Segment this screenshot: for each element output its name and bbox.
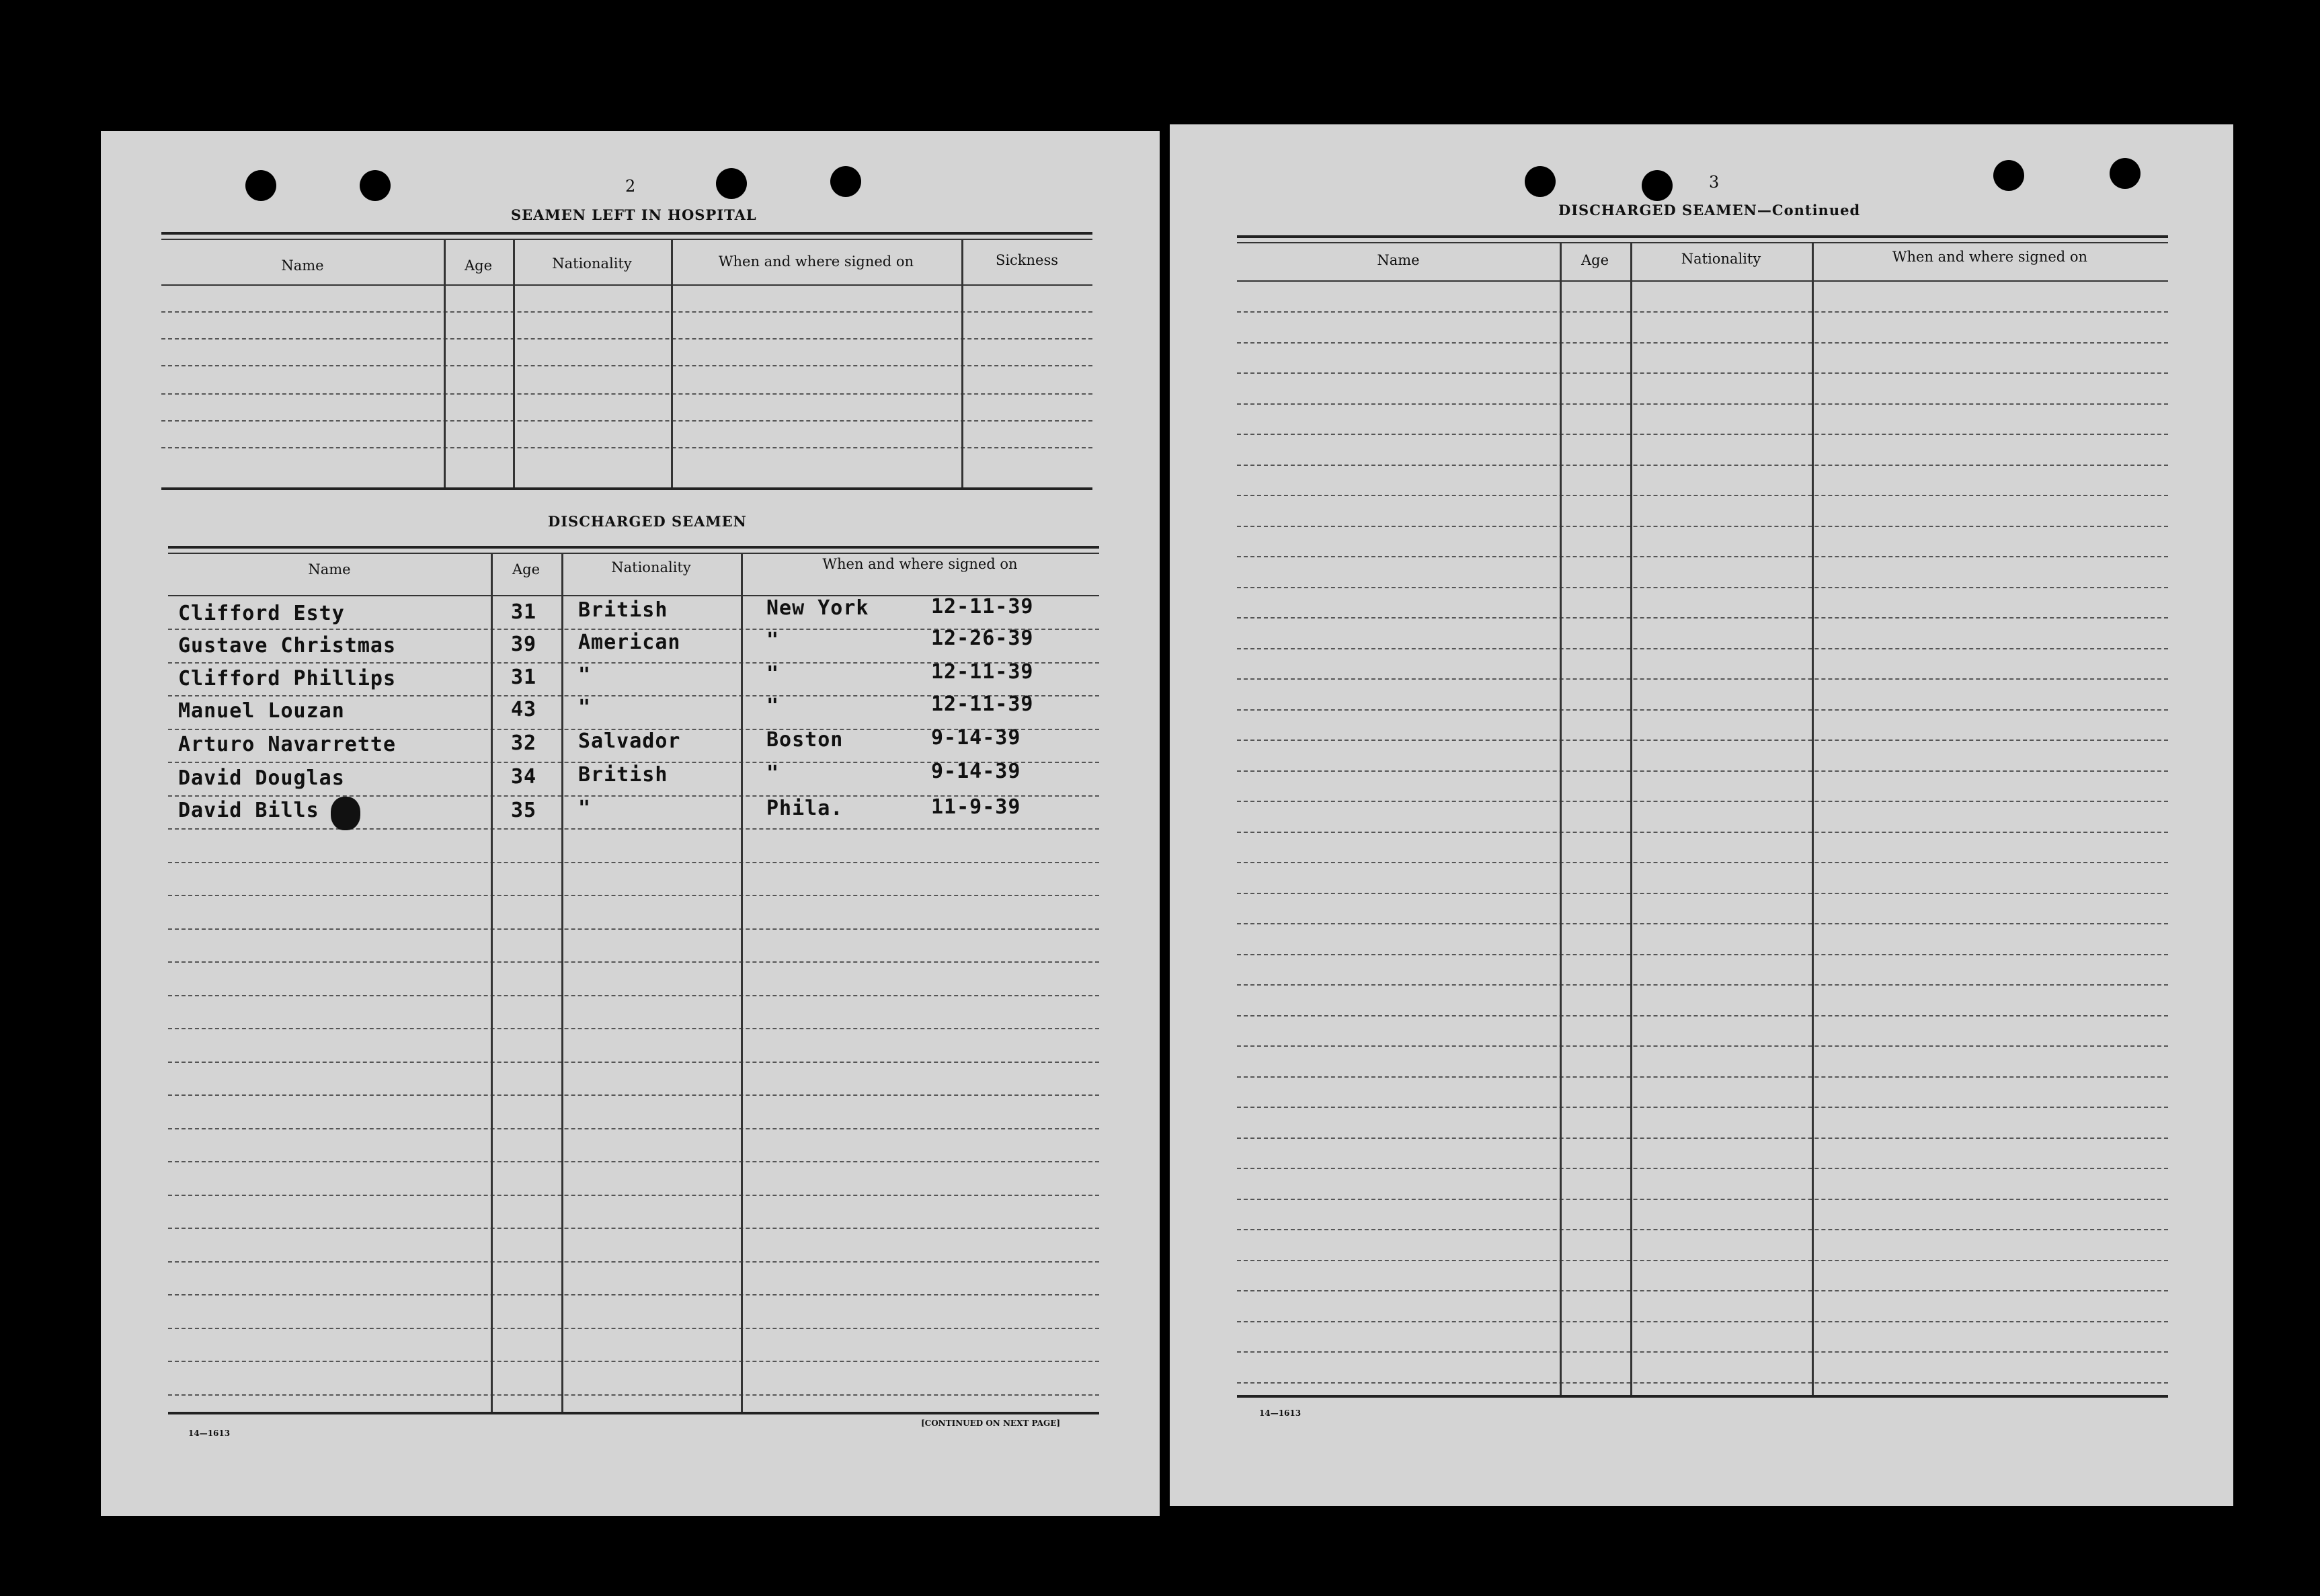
table-rule — [1237, 280, 2168, 282]
ruled-line — [1237, 1260, 2168, 1261]
table-rule — [161, 393, 1092, 395]
punch-hole — [2110, 158, 2141, 189]
ruled-line — [168, 1195, 1099, 1196]
row-5-place: Boston — [766, 728, 844, 752]
ruled-line — [1237, 862, 2168, 863]
ruled-line — [1237, 1045, 2168, 1047]
column-header: Age — [464, 257, 493, 274]
ruled-line — [168, 1062, 1099, 1063]
ruled-line — [1237, 1199, 2168, 1200]
ruled-line — [1237, 1138, 2168, 1139]
table-rule — [161, 284, 1092, 286]
column-divider — [1812, 242, 1814, 1395]
ruled-line — [168, 928, 1099, 930]
table-rule — [161, 420, 1092, 422]
row-5-age: 32 — [511, 731, 537, 755]
ruled-line — [168, 1094, 1099, 1096]
ruled-line — [168, 895, 1099, 896]
ruled-line — [1237, 617, 2168, 619]
punch-hole — [1642, 170, 1673, 201]
page-number: 3 — [1709, 173, 1720, 192]
ruled-line — [1237, 434, 2168, 435]
row-2-date: 12-26-39 — [931, 627, 1034, 650]
row-6-age: 34 — [511, 765, 537, 789]
row-1-name: Clifford Esty — [178, 602, 345, 625]
ruled-line — [1237, 311, 2168, 313]
column-divider — [1560, 242, 1562, 1395]
column-divider — [961, 239, 963, 487]
form-number: 14—1613 — [1259, 1408, 1302, 1418]
row-3-date: 12-11-39 — [931, 660, 1034, 684]
row-3-name: Clifford Phillips — [178, 667, 397, 690]
ruled-line — [1237, 372, 2168, 374]
ruled-line — [1237, 526, 2168, 527]
row-2-name: Gustave Christmas — [178, 634, 397, 657]
row-6-nationality: British — [578, 763, 668, 787]
row-7-date: 11-9-39 — [931, 795, 1021, 819]
row-1-place: New York — [766, 596, 869, 620]
page-number: 2 — [625, 177, 636, 196]
ruled-line — [1237, 403, 2168, 405]
row-4-age: 43 — [511, 698, 537, 721]
ruled-line — [1237, 954, 2168, 955]
ruled-line — [168, 1394, 1099, 1396]
ruled-line — [1237, 1321, 2168, 1322]
row-3-nationality: " — [578, 664, 592, 687]
right-page — [1170, 124, 2233, 1506]
row-7-place: Phila. — [766, 797, 844, 820]
column-header: When and where signed on — [718, 253, 914, 270]
column-divider — [741, 553, 743, 1412]
row-4-name: Manuel Louzan — [178, 699, 345, 723]
ruled-line — [168, 828, 1099, 830]
row-5-name: Arturo Navarrette — [178, 733, 397, 756]
row-4-date: 12-11-39 — [931, 692, 1034, 716]
title-main: DISCHARGED SEAMEN — [1558, 202, 1757, 218]
form-number: 14—1613 — [188, 1429, 231, 1438]
left-page — [101, 131, 1160, 1516]
ruled-line — [168, 1128, 1099, 1129]
column-header: Name — [281, 257, 324, 274]
ruled-line — [168, 1261, 1099, 1263]
row-5-date: 9-14-39 — [931, 726, 1021, 750]
row-1-date: 12-11-39 — [931, 595, 1034, 619]
row-4-nationality: " — [578, 696, 592, 719]
punch-hole — [1525, 166, 1556, 197]
row-2-age: 39 — [511, 633, 537, 656]
page-title — [1558, 202, 1860, 218]
column-divider — [671, 239, 673, 487]
table-rule — [161, 239, 1092, 240]
table-rule — [161, 338, 1092, 340]
ruled-line — [168, 1028, 1099, 1029]
column-header: Nationality — [1681, 251, 1761, 267]
discharged-section-title: DISCHARGED SEAMEN — [548, 513, 747, 530]
punch-hole — [245, 170, 276, 201]
row-4-place: " — [766, 694, 780, 718]
table-rule — [161, 365, 1092, 366]
ruled-line — [1237, 587, 2168, 588]
ruled-line — [1237, 1168, 2168, 1169]
row-7-nationality: " — [578, 797, 592, 820]
row-2-nationality: American — [578, 631, 681, 654]
row-7-name: David Bills — [178, 799, 319, 822]
ruled-line — [1237, 740, 2168, 741]
row-6-place: " — [766, 762, 780, 785]
ruled-line — [1237, 832, 2168, 833]
row-6-name: David Douglas — [178, 766, 345, 790]
ruled-line — [1237, 1015, 2168, 1016]
ruled-line — [168, 961, 1099, 963]
row-3-place: " — [766, 662, 780, 686]
title-suffix: —Continued — [1757, 202, 1861, 218]
column-header: Nationality — [552, 255, 632, 272]
table-rule — [168, 553, 1099, 554]
column-header: Name — [1377, 252, 1420, 268]
ink-blot — [331, 797, 360, 830]
table-rule — [161, 311, 1092, 313]
ruled-line — [168, 1328, 1099, 1329]
ruled-line — [1237, 770, 2168, 772]
table-rule — [161, 447, 1092, 448]
column-divider — [513, 239, 515, 487]
ruled-line — [1237, 709, 2168, 711]
column-divider — [561, 553, 563, 1412]
ruled-line — [1237, 1290, 2168, 1291]
ruled-line — [1237, 342, 2168, 344]
continued-note: [CONTINUED ON NEXT PAGE] — [921, 1419, 1061, 1428]
ruled-line — [168, 862, 1099, 863]
row-7-age: 35 — [511, 799, 537, 822]
row-2-place: " — [766, 629, 780, 652]
column-header: Nationality — [611, 559, 691, 575]
column-header: Name — [308, 561, 351, 577]
table-rule — [161, 232, 1092, 235]
row-1-age: 31 — [511, 600, 537, 624]
punch-hole — [360, 170, 391, 201]
ruled-line — [1237, 923, 2168, 924]
ruled-line — [1237, 893, 2168, 894]
ruled-line — [1237, 984, 2168, 986]
column-header: Sickness — [995, 252, 1059, 268]
table-rule — [161, 487, 1092, 490]
table-rule — [1237, 235, 2168, 238]
column-header: When and where signed on — [1892, 249, 2088, 265]
hospital-section-title: SEAMEN LEFT IN HOSPITAL — [511, 206, 757, 223]
ruled-line — [1237, 1076, 2168, 1078]
punch-hole — [830, 166, 861, 197]
row-5-nationality: Salvador — [578, 729, 681, 753]
column-divider — [491, 553, 493, 1412]
table-rule — [168, 546, 1099, 549]
column-header: When and where signed on — [822, 556, 1018, 572]
column-header: Age — [1581, 252, 1609, 268]
row-1-nationality: British — [578, 598, 668, 622]
ruled-line — [1237, 1382, 2168, 1384]
ruled-line — [168, 1294, 1099, 1295]
column-divider — [444, 239, 446, 487]
ruled-line — [1237, 648, 2168, 649]
ruled-line — [168, 1228, 1099, 1229]
ruled-line — [1237, 678, 2168, 680]
punch-hole — [716, 168, 747, 199]
column-divider — [1630, 242, 1632, 1395]
ruled-line — [168, 1161, 1099, 1162]
row-6-date: 9-14-39 — [931, 760, 1021, 783]
ruled-line — [1237, 1107, 2168, 1108]
table-rule — [168, 1412, 1099, 1414]
column-header: Age — [512, 561, 541, 577]
ruled-line — [1237, 1351, 2168, 1353]
table-rule — [1237, 242, 2168, 243]
table-rule — [1237, 1395, 2168, 1398]
ruled-line — [1237, 465, 2168, 466]
ruled-line — [1237, 556, 2168, 557]
punch-hole — [1993, 160, 2024, 191]
ruled-line — [1237, 495, 2168, 496]
ruled-line — [1237, 801, 2168, 802]
row-3-age: 31 — [511, 666, 537, 689]
ruled-line — [1237, 1229, 2168, 1230]
ruled-line — [168, 1361, 1099, 1362]
ruled-line — [168, 995, 1099, 996]
